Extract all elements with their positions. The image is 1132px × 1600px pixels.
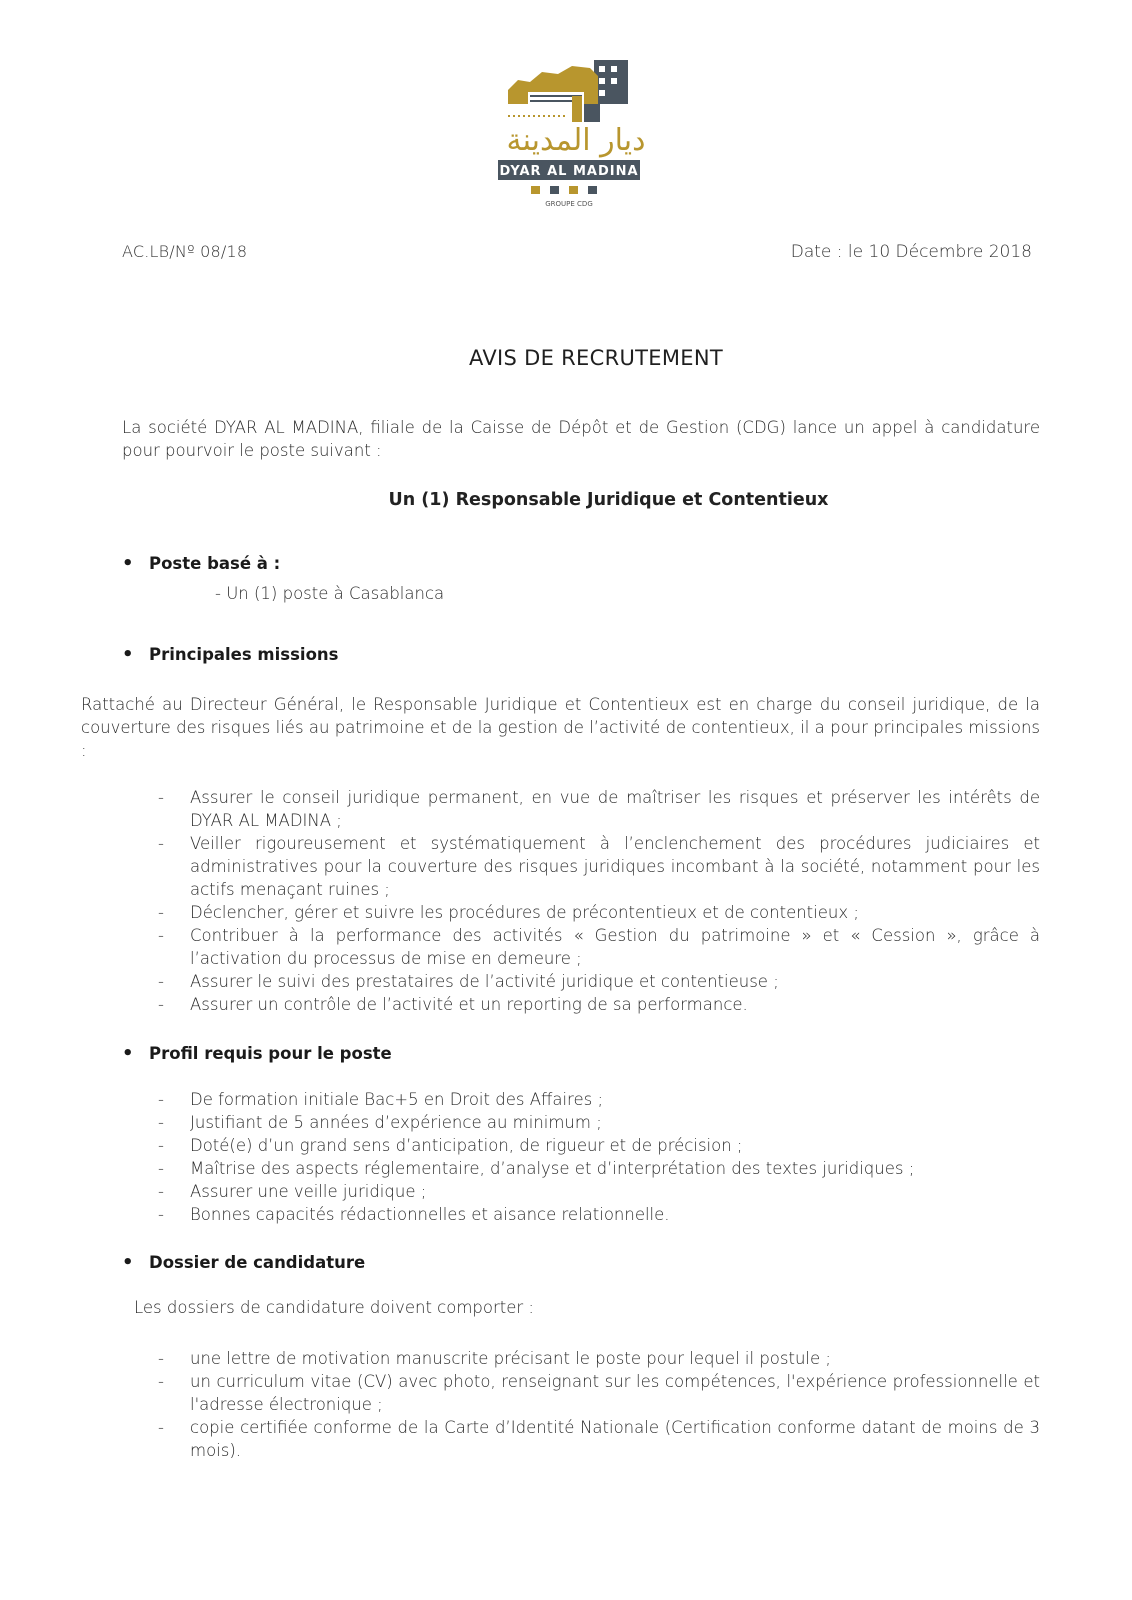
job-title: Un (1) Responsable Juridique et Contentieux (388, 490, 829, 510)
logo-arabic-name: ديار المدينة (506, 123, 646, 158)
list-item: - Déclencher, gérer et suivre les procédures de précontentieux et de contentieux ; (158, 901, 1040, 924)
page-title: AVIS DE RECRUTEMENT (469, 346, 723, 370)
profil-list (158, 1088, 1040, 1226)
list-item: - Assurer un contrôle de l’activité et un reporting de sa performance. (158, 993, 1040, 1016)
list-item: - Assurer une veille juridique ; (158, 1180, 1040, 1203)
list-item: - une lettre de motivation manuscrite précisant le poste pour lequel il postule ; (158, 1347, 1040, 1370)
list-item: - un curriculum vitae (CV) avec photo, renseignant sur les compétences, l'expérience professionnelle et l'adresse électronique ; (158, 1370, 1040, 1416)
missions-list (158, 786, 1040, 1016)
dyar-al-madina-logo-graphic (498, 52, 658, 222)
reference-number: AC.LB/Nº 08/18 (122, 242, 248, 261)
list-item: - Justifiant de 5 années d’expérience au minimum ; (158, 1111, 1040, 1134)
poste-location: - Un (1) poste à Casablanca (215, 584, 445, 603)
section-title: Poste basé à : (149, 554, 281, 573)
section-heading-missions (122, 644, 338, 665)
company-logo (498, 52, 658, 222)
section-title: Profil requis pour le poste (149, 1044, 392, 1063)
bullet-icon: • (122, 1252, 134, 1273)
list-item: - Assurer le suivi des prestataires de l’activité juridique et contentieuse ; (158, 970, 1040, 993)
list-item: - Maîtrise des aspects réglementaire, d’analyse et d’interprétation des textes juridiques ; (158, 1157, 1040, 1180)
list-item: - Assurer le conseil juridique permanent, en vue de maîtriser les risques et préserver les intérêts de DYAR AL MADINA ; (158, 786, 1040, 832)
list-item: - Veiller rigoureusement et systématiquement à l’enclenchement des procédures judiciaires et administratives pour la couverture des risques juridiques incombant à la société, notamment pour les actifs menaçant ruines ; (158, 832, 1040, 901)
intro-paragraph: La société DYAR AL MADINA, filiale de la Caisse de Dépôt et de Gestion (CDG) lance un appel à candidature pour pourvoir le poste suivant : (122, 418, 1040, 460)
section-title: Dossier de candidature (149, 1253, 366, 1272)
list-item: - Doté(e) d’un grand sens d’anticipation, de rigueur et de précision ; (158, 1134, 1040, 1157)
section-heading-dossier (122, 1252, 365, 1273)
list-item: - copie certifiée conforme de la Carte d’Identité Nationale (Certification conforme datant de moins de 3 mois). (158, 1416, 1040, 1462)
section-title: Principales missions (149, 645, 339, 664)
logo-company-name: DYAR AL MADINA (499, 164, 639, 179)
list-item: - Contribuer à la performance des activités « Gestion du patrimoine » et « Cession », grâce à l’activation du processus de mise en demeure ; (158, 924, 1040, 970)
dossier-intro: Les dossiers de candidature doivent comporter : (134, 1298, 534, 1317)
logo-group-name: GROUPE CDG (545, 200, 593, 208)
section-heading-profil (122, 1043, 392, 1064)
document-date: Date : le 10 Décembre 2018 (790, 242, 1032, 262)
bullet-icon: • (122, 1043, 134, 1064)
section-heading-poste (122, 553, 280, 574)
bullet-icon: • (122, 553, 134, 574)
missions-intro: Rattaché au Directeur Général, le Responsable Juridique et Contentieux est en charge du conseil juridique, de la couverture des risques liés au patrimoine et de la gestion de l’activité de contentieux, il a pour principales missions : (81, 695, 1040, 760)
bullet-icon: • (122, 644, 134, 665)
dossier-list (158, 1347, 1040, 1462)
list-item: - De formation initiale Bac+5 en Droit des Affaires ; (158, 1088, 1040, 1111)
list-item: - Bonnes capacités rédactionnelles et aisance relationnelle. (158, 1203, 1040, 1226)
